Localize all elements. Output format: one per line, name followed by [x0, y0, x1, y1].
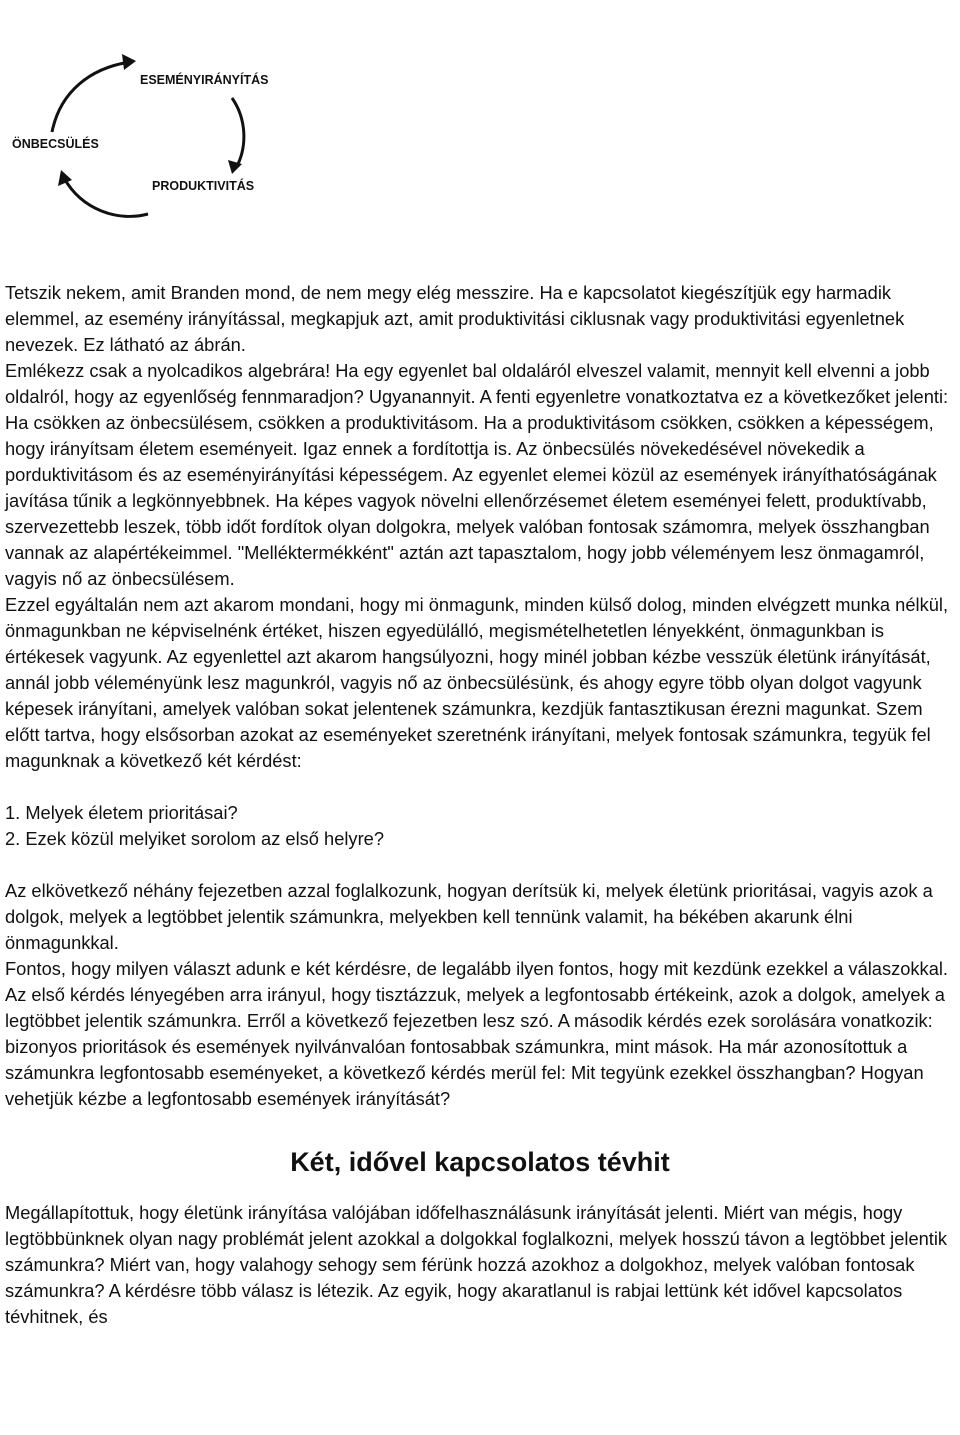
label-left: ÖNBECSÜLÉS: [12, 137, 99, 151]
document-body: [5, 280, 955, 1330]
label-top: ESEMÉNYIRÁNYÍTÁS: [140, 73, 269, 87]
paragraph-5: Fontos, hogy milyen választ adunk e két kérdésre, de legalább ilyen fontos, hogy mit kezdünk ezekkel a válaszokkal. Az első kérdés lényegében arra irányul, hogy tisztázzuk, melyek a legfontosabb értékeink, azok a dolgok, amelyek a legtöbbet jelentik számunkra. Erről a következő fejezetben lesz szó. A második kérdés ezek sorolására vonatkozik: bizonyos prioritások és események nyilvánvalóan fontosabbak számunkra, mint mások. Ha már azonosítottuk a számunkra legfontosabb eseményeket, a következő kérdés merül fel: Mit tegyünk ezekkel összhangban? Hogyan vehetjük kézbe a legfontosabb események irányítását?: [5, 958, 949, 1109]
arc-bottom: [64, 178, 148, 216]
section-heading: Két, idővel kapcsolatos tévhit: [290, 1147, 670, 1177]
list-item-1: 1. Melyek életem prioritásai?: [5, 802, 238, 823]
list-item-2: 2. Ezek közül melyiket sorolom az első helyre?: [5, 828, 384, 849]
paragraph-3: Ezzel egyáltalán nem azt akarom mondani, hogy mi önmagunk, minden külső dolog, minden elvégzett munka nélkül, önmagunkban ne képviselnénk értéket, hiszen egyedülálló, megismételhetetlen lényekként, önmagunkban is értékesek vagyunk. Az egyenlettel azt akarom hangsúlyozni, hogy minél jobban kézbe vesszük életünk irányítását, annál jobb véleményünk lesz magunkról, vagyis nő az önbecsülésünk, és ahogy egyre több olyan dolgot vagyunk képesek irányítani, amelyek valóban sokat jelentenek számunkra, kezdjük fantasztikusan érezni magunkat. Szem előtt tartva, hogy elsősorban azokat az eseményeket szeretnénk irányítani, melyek fontosak számunkra, tegyük fel magunknak a következő két kérdést:: [5, 594, 949, 771]
paragraph-4: Az elkövetkező néhány fejezetben azzal foglalkozunk, hogyan derítsük ki, melyek életünk prioritásai, vagyis azok a dolgok, melyek a legtöbbet jelentik számunkra, melyekben kell tennünk valamit, ha békében akarunk élni önmagunkkal.: [5, 880, 933, 953]
label-bottom: PRODUKTIVITÁS: [152, 179, 255, 193]
spacer: [5, 852, 955, 878]
cycle-svg: [0, 0, 290, 270]
paragraph-1: Tetszik nekem, amit Branden mond, de nem megy elég messzire. Ha e kapcsolatot kiegészítjük egy harmadik elemmel, az esemény irányítással, megkapjuk azt, amit produktivitási ciklusnak vagy produktivitási egyenletnek nevezek. Ez látható az ábrán.: [5, 282, 905, 355]
arc-top: [52, 62, 130, 132]
arrow-bottom: [58, 170, 72, 186]
spacer: [5, 774, 955, 800]
arc-right: [232, 98, 244, 168]
productivity-cycle-diagram: [0, 0, 290, 270]
arrow-top: [122, 54, 136, 70]
paragraph-2: Emlékezz csak a nyolcadikos algebrára! Ha egy egyenlet bal oldaláról elveszel valamit, mennyit kell elvenni a jobb oldalról, hogy az egyenlőség fennmaradjon? Ugyanannyit. A fenti egyenletre vonatkoztatva ez a következőket jelenti: Ha csökken az önbecsülésem, csökken a produktivitásom. Ha a produktivitásom csökken, csökken a képességem, hogy irányítsam életem eseményeit. Igaz ennek a fordítottja is. Az önbecsülés növekedésével növekedik a porduktivitásom és az eseményirányítási képességem. Az egyenlet elemei közül az események irányíthatóságának javítása tűnik a legkönnyebbnek. Ha képes vagyok növelni ellenőrzésemet életem eseményei felett, produktívabb, szervezettebb leszek, több időt fordítok olyan dolgokra, melyek valóban fontosak számomra, melyek összhangban vannak az alapértékeimmel. "Melléktermékként" aztán azt tapasztalom, hogy jobb véleményem lesz önmagamról, vagyis nő az önbecsülésem.: [5, 360, 949, 589]
paragraph-6: Megállapítottuk, hogy életünk irányítása valójában időfelhasználásunk irányítását jelenti. Miért van mégis, hogy legtöbbünknek olyan nagy problémát jelent azokkal a dolgokkal foglalkozni, melyek hosszú távon a legtöbbet jelentik számunkra? Miért van, hogy valahogy sehogy sem férünk hozzá azokhoz a dolgokhoz, melyek valóban fontosak számunkra? A kérdésre több válasz is létezik. Az egyik, hogy akaratlanul is rabjai lettünk két idővel kapcsolatos tévhitnek, és: [5, 1202, 948, 1327]
